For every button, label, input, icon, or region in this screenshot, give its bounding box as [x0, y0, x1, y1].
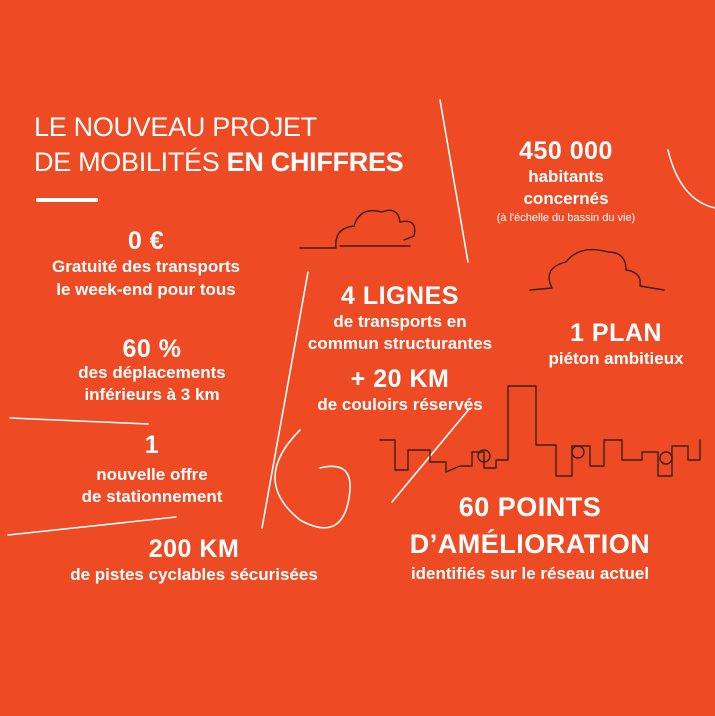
stat-parking-line2: de stationnement — [81, 487, 223, 506]
title-line-2-bold: EN CHIFFRES — [226, 147, 404, 178]
stat-pedestrian-line1: piéton ambitieux — [548, 349, 684, 368]
divider-line-top — [440, 100, 468, 262]
stat-improvements-line1: identifiés sur le réseau actuel — [410, 564, 650, 583]
stat-parking-value: 1 — [144, 431, 160, 459]
stat-parking-line1: nouvelle offre — [96, 465, 208, 484]
cloud-sketch-right — [530, 250, 664, 290]
stat-improvements-value-line2: D’AMÉLIORATION — [409, 529, 651, 559]
stat-free-transport-line2: le week-end pour tous — [56, 280, 236, 299]
stat-free-transport-value: 0 € — [127, 227, 165, 255]
stat-inhabitants-value: 450 000 — [519, 137, 613, 165]
swirl-right — [668, 150, 715, 208]
stat-lanes-value: + 20 KM — [350, 365, 450, 393]
stat-inhabitants-note: (à l'échelle du bassin du vie) — [496, 212, 636, 224]
stat-cycle-value: 200 KM — [148, 535, 240, 563]
divider-line-right-bottom — [392, 408, 470, 502]
poster-title — [34, 110, 403, 180]
title-underline — [36, 198, 98, 202]
stat-pedestrian-value: 1 PLAN — [570, 319, 662, 347]
divider-line-center — [262, 272, 308, 528]
cloud-sketch-center — [300, 210, 415, 248]
divider-line-left-mid — [10, 418, 148, 424]
stat-short-trips-line1: des déplacements — [78, 363, 226, 382]
stat-short-trips-value: 60 % — [122, 335, 182, 363]
stat-inhabitants-line2: concernés — [523, 189, 609, 208]
stat-free-transport-line1: Gratuité des transports — [52, 257, 240, 276]
stat-improvements-value-line1: 60 POINTS — [458, 492, 602, 522]
stat-cycle-line1: de pistes cyclables sécurisées — [70, 565, 318, 584]
stat-lines-line2: commun structurantes — [307, 334, 493, 353]
divider-line-left-bottom — [8, 517, 176, 535]
stat-lines-value: 4 LIGNES — [341, 282, 459, 310]
title-line-1: LE NOUVEAU PROJET — [34, 112, 317, 142]
title-line-2 — [34, 145, 403, 180]
stat-lanes-line1: de couloirs réservés — [317, 395, 483, 414]
title-line-2-prefix: DE MOBILITÉS — [34, 147, 220, 178]
stat-inhabitants-line1: habitants — [528, 167, 604, 186]
stat-short-trips-line2: inférieurs à 3 km — [84, 385, 220, 404]
stat-lines-line1: de transports en — [333, 312, 467, 331]
swirl-lower — [275, 430, 350, 528]
